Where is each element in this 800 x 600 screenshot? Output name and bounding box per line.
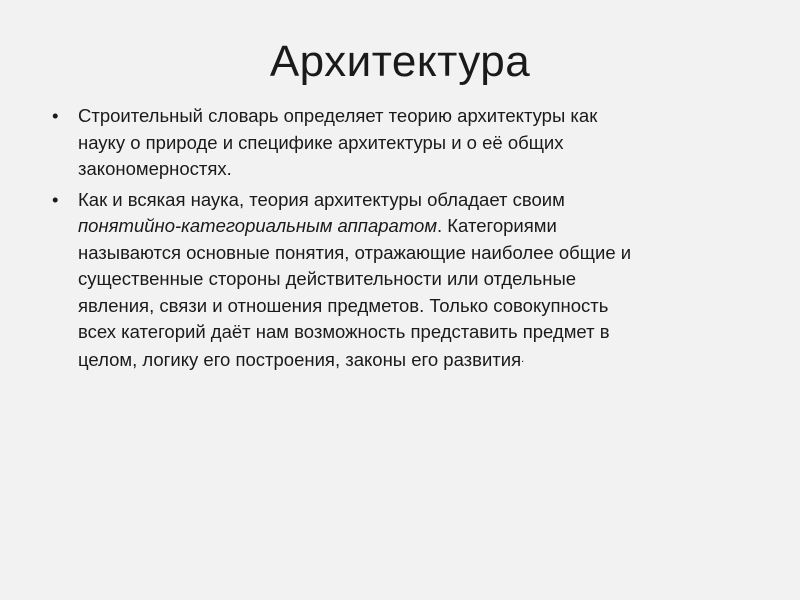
bullet-text-line	[78, 213, 750, 240]
bullet-text-line: науку о природе и специфике архитектуры и о её общих	[78, 131, 564, 153]
bullet-marker: •	[52, 188, 59, 210]
sentence-end-mark: .	[521, 352, 525, 365]
bullet-text-fragment: . Категориями	[437, 215, 557, 236]
bullet-text-fragment: целом, логику его построения, законы его развития	[78, 348, 522, 370]
bullet-item-definition	[50, 103, 750, 183]
bullet-text-line: Как и всякая наука, теория архитектуры обладает своим	[78, 188, 565, 210]
bullet-text-line	[78, 346, 750, 374]
bullet-text-line: существенные стороны действительности или отдельные	[78, 268, 577, 289]
bullet-marker: •	[52, 105, 59, 126]
bullet-text-line: называются основные понятия, отражающие наиболее общие и	[78, 241, 632, 263]
bullet-text-line: явления, связи и отношения предметов. Только совокупность	[78, 294, 609, 316]
bullet-text-line: Строительный словарь определяет теорию архитектуры как	[78, 105, 598, 126]
slide-title: Архитектура	[269, 37, 531, 86]
bullet-item-categories	[50, 187, 750, 374]
bullet-text-line: закономерностях.	[78, 158, 232, 179]
italic-term: понятийно-категориальным аппаратом	[78, 215, 437, 236]
bullet-text-line: всех категорий даёт нам возможность представить предмет в	[78, 321, 610, 342]
bullet-list	[50, 103, 750, 377]
